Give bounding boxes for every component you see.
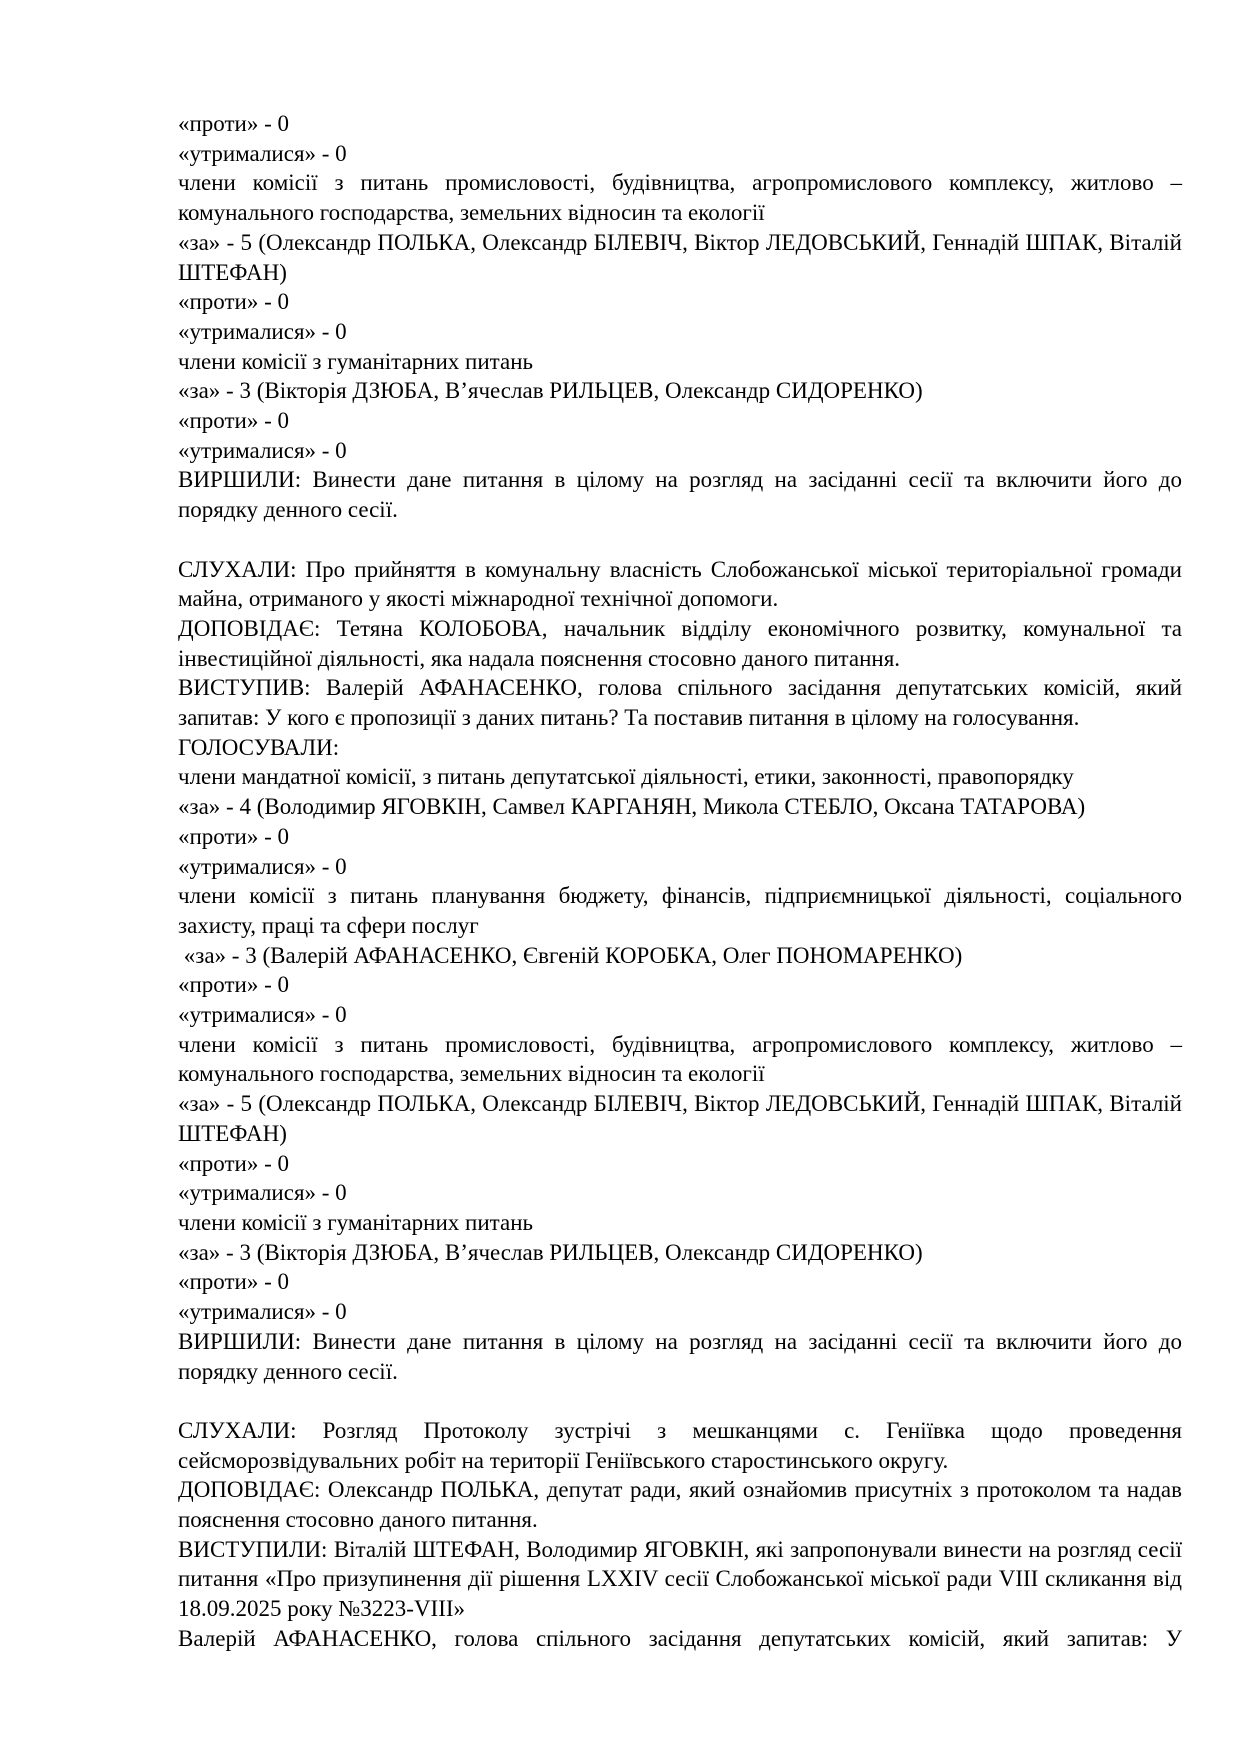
paragraph: члени мандатної комісії, з питань депутатської діяльності, етики, законності, правопорядку (178, 764, 1074, 790)
paragraph: ВИСТУПИВ: Валерій АФАНАСЕНКО, голова спільного засідання депутатських комісій, який запитав: У кого є пропозиції з даних питань? Та поставив питання в цілому на голосування. (178, 675, 1182, 731)
paragraph: «проти» - 0 (178, 823, 290, 849)
paragraph: «утрималися» - 0 (178, 437, 347, 463)
paragraph: «за» - 3 (Вікторія ДЗЮБА, В’ячеслав РИЛЬЦЕВ, Олександр СИДОРЕНКО) (178, 1239, 923, 1265)
paragraph: ВИРШИЛИ: Винести дане питання в цілому на розгляд на засіданні сесії та включити його до порядку денного сесії. (178, 467, 1182, 523)
paragraph: «за» - 5 (Олександр ПОЛЬКА, Олександр БІЛЕВІЧ, Віктор ЛЕДОВСЬКИЙ, Геннадій ШПАК, Віталій ШТЕФАН) (178, 229, 1182, 285)
paragraph: СЛУХАЛИ: Про прийняття в комунальну власність Слобожанської міської територіальної громади майна, отриманого у якості міжнародної технічної допомоги. (178, 556, 1182, 612)
paragraph: «утрималися» - 0 (178, 140, 347, 166)
paragraph: ВИРШИЛИ: Винести дане питання в цілому на розгляд на засіданні сесії та включити його до порядку денного сесії. (178, 1328, 1182, 1384)
paragraph: члени комісії з питань промисловості, будівництва, агропромислового комплексу, житлово – комунального господарства, земельних відносин та екології (178, 1031, 1182, 1087)
paragraph: «за» - 3 (Валерій АФАНАСЕНКО, Євгеній КОРОБКА, Олег ПОНОМАРЕНКО) (178, 942, 963, 968)
paragraph: Валерій АФАНАСЕНКО, голова спільного засідання депутатських комісій, який запитав: У (178, 1625, 1182, 1651)
paragraph: СЛУХАЛИ: Розгляд Протоколу зустрічі з мешканцями с. Геніївка щодо проведення сейсморозвідувальних робіт на території Геніївського старостинського округу. (178, 1417, 1182, 1473)
paragraph: «проти» - 0 (178, 1269, 290, 1295)
paragraph: «за» - 4 (Володимир ЯГОВКІН, Самвел КАРГАНЯН, Микола СТЕБЛО, Оксана ТАТАРОВА) (178, 794, 1086, 820)
paragraph: «за» - 3 (Вікторія ДЗЮБА, В’ячеслав РИЛЬЦЕВ, Олександр СИДОРЕНКО) (178, 378, 923, 404)
paragraph: члени комісії з гуманітарних питань (178, 348, 534, 374)
paragraph: «утрималися» - 0 (178, 1299, 347, 1325)
paragraph: ДОПОВІДАЄ: Олександр ПОЛЬКА, депутат ради, який ознайомив присутніх з протоколом та надав пояснення стосовно даного питання. (178, 1477, 1182, 1533)
paragraph: «утрималися» - 0 (178, 1002, 347, 1028)
paragraph: «проти» - 0 (178, 289, 290, 315)
paragraph: члени комісії з питань планування бюджету, фінансів, підприємницької діяльності, соціального захисту, праці та сфери послуг (178, 883, 1182, 938)
paragraph: ДОПОВІДАЄ: Тетяна КОЛОБОВА, начальник відділу економічного розвитку, комунальної та інвестиційної діяльності, яка надала пояснення стосовно даного питання. (178, 615, 1182, 671)
paragraph: «проти» - 0 (178, 972, 290, 998)
paragraph: ГОЛОСУВАЛИ: (178, 734, 340, 760)
document-body (178, 109, 1182, 1654)
paragraph: «за» - 5 (Олександр ПОЛЬКА, Олександр БІЛЕВІЧ, Віктор ЛЕДОВСЬКИЙ, Геннадій ШПАК, Віталій ШТЕФАН) (178, 1091, 1182, 1146)
paragraph: члени комісії з гуманітарних питань (178, 1210, 534, 1235)
paragraph: «проти» - 0 (178, 408, 290, 434)
paragraph: члени комісії з питань промисловості, будівництва, агропромислового комплексу, житлово – комунального господарства, земельних відносин та екології (178, 170, 1182, 226)
paragraph: «проти» - 0 (178, 111, 290, 136)
paragraph: «утрималися» - 0 (178, 1180, 347, 1206)
paragraph: ВИСТУПИЛИ: Віталій ШТЕФАН, Володимир ЯГОВКІН, які запропонували винести на розгляд сесії питання «Про призупинення дії рішення LXXIV сесії Слобожанської міської ради VIII скликання від 18.09.2025 року №3223-VIII» (178, 1536, 1182, 1622)
paragraph: «проти» - 0 (178, 1150, 290, 1176)
paragraph: «утрималися» - 0 (178, 853, 347, 879)
paragraph: «утрималися» - 0 (178, 318, 347, 344)
